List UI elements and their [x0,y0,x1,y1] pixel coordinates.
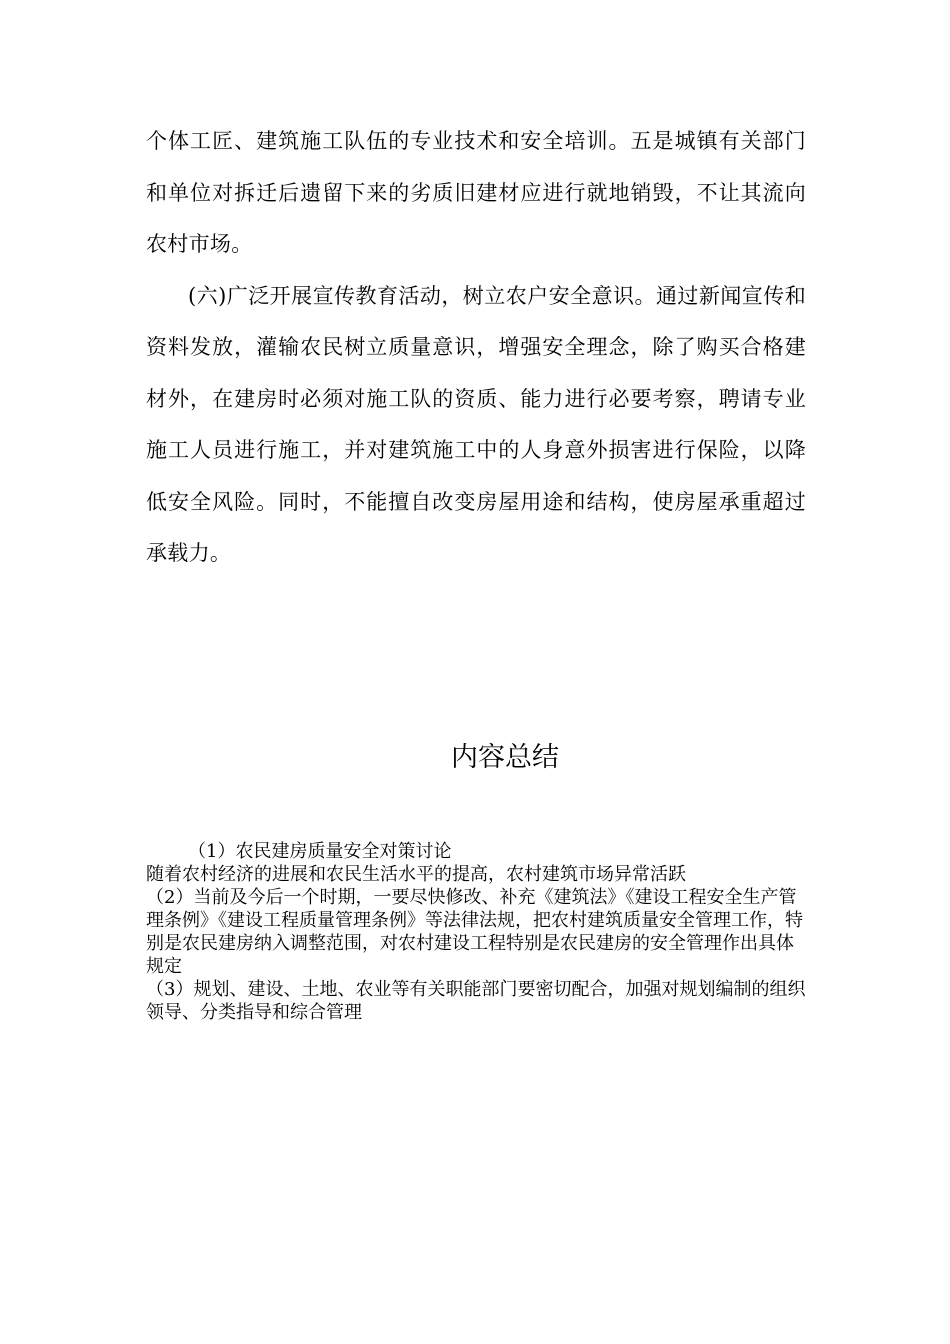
summary-title: 内容总结 [451,742,559,773]
summary-item: 随着农村经济的进展和农民生活水平的提高，农村建筑市场异常活跃 [146,864,686,885]
summary-item: （1）农民建房质量安全对策讨论 [188,841,452,862]
body-text [146,116,806,580]
body-paragraph: 个体工匠、建筑施工队伍的专业技术和安全培训。五是城镇有关部门和单位对拆迁后遗留下来的劣质旧建材应进行就地销毁，不让其流向农村市场。 [146,129,806,256]
summary-section [146,840,806,1024]
body-paragraph: (六)广泛开展宣传教育活动，树立农户安全意识。通过新闻宣传和资料发放，灌输农民树立质量意识，增强安全理念，除了购买合格建材外，在建房时必须对施工队的资质、能力进行必要考察，聘请专业施工人员进行施工，并对建筑施工中的人身意外损害进行保险，以降低安全风险。同时，不能擅自改变房屋用途和结构，使房屋承重超过承载力。 [146,283,806,565]
summary-item: （2）当前及今后一个时期，一要尽快修改、补充《建筑法》《建设工程安全生产管理条例》《建设工程质量管理条例》等法律法规，把农村建筑质量安全管理工作，特别是农民建房纳入调整范围，对农村建设工程特别是农民建房的安全管理作出具体规定 [146,887,803,977]
summary-item: （3）规划、建设、土地、农业等有关职能部门要密切配合，加强对规划编制的组织领导、分类指导和综合管理 [146,979,806,1023]
